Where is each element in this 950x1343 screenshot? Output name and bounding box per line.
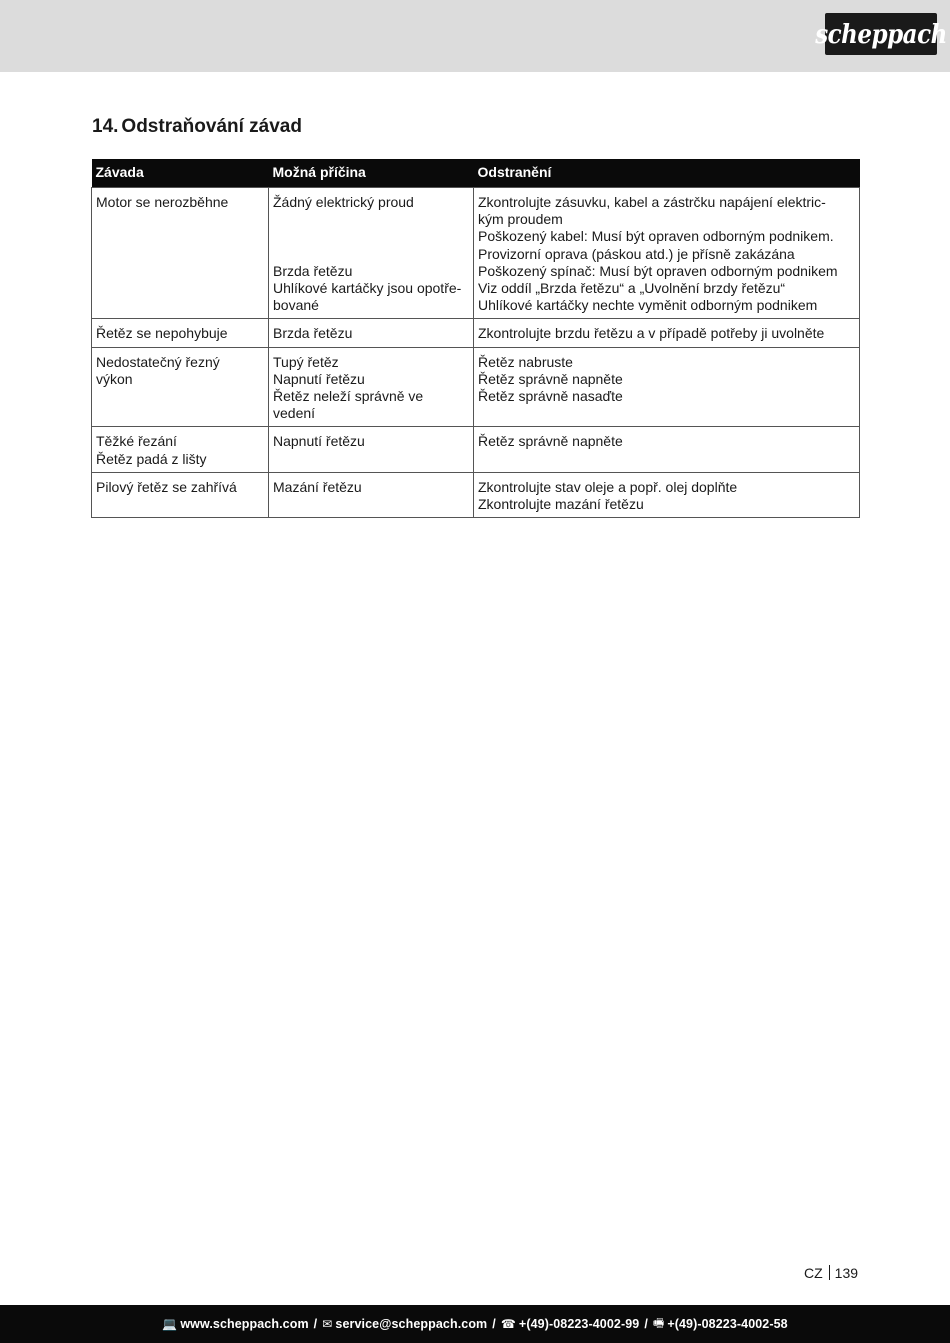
cause-cell bbox=[269, 347, 474, 427]
cell-line: Napnutí řetězu bbox=[273, 370, 365, 387]
cause-cell bbox=[269, 188, 474, 319]
header-remedy: Odstranění bbox=[474, 159, 860, 188]
cell-line: Žádný elektrický proud bbox=[273, 194, 414, 210]
cell-line: Uhlíkové kartáčky nechte vyměnit odborným podnikem bbox=[478, 297, 818, 314]
cell-line: Motor se nerozběhne bbox=[96, 194, 229, 210]
table-row bbox=[92, 319, 860, 347]
cell-line: Viz oddíl „Brzda řetězu“ a „Uvolnění brzdy řetězu“ bbox=[478, 280, 786, 297]
remedy-cell bbox=[474, 319, 860, 347]
logo-text: scheppach bbox=[815, 18, 947, 50]
table-row bbox=[92, 472, 860, 517]
cause-cell bbox=[269, 427, 474, 472]
cell-line: vedení bbox=[273, 405, 316, 422]
computer-icon: 💻 bbox=[162, 1317, 178, 1331]
cell-line: Zkontrolujte stav oleje a popř. olej doplňte bbox=[478, 478, 738, 495]
cell-line: Řetěz nabruste bbox=[478, 353, 573, 370]
page-language: CZ bbox=[804, 1265, 823, 1281]
footer-fax: +(49)-08223-4002-58 bbox=[667, 1317, 788, 1331]
footer-phone: +(49)-08223-4002-99 bbox=[518, 1317, 640, 1331]
header-fault: Závada bbox=[92, 159, 269, 188]
remedy-cell bbox=[474, 347, 860, 427]
cell-line: Těžké řezání bbox=[96, 433, 177, 450]
table-row bbox=[92, 427, 860, 472]
table-row bbox=[92, 188, 860, 319]
cell-line: Poškozený spínač: Musí být opraven odborným podnikem bbox=[478, 262, 838, 279]
scheppach-logo bbox=[815, 13, 947, 55]
header-band bbox=[0, 0, 950, 72]
fault-cell bbox=[92, 319, 269, 347]
cell-line: Řetěz se nepohybuje bbox=[96, 325, 228, 342]
cause-cell bbox=[269, 319, 474, 347]
cell-line: Uhlíkové kartáčky jsou opotře- bbox=[273, 280, 462, 296]
cell-line: výkon bbox=[96, 370, 133, 387]
fault-cell bbox=[92, 427, 269, 472]
fax-icon: 🖷 bbox=[652, 1315, 665, 1330]
page-number bbox=[804, 1265, 858, 1281]
table-header-row bbox=[92, 159, 860, 188]
cell-line: Zkontrolujte mazání řetězu bbox=[478, 496, 644, 513]
cell-line: kým proudem bbox=[478, 211, 563, 228]
header-cause: Možná příčina bbox=[269, 159, 474, 188]
cell-line: Zkontrolujte brzdu řetězu a v případě potřeby ji uvolněte bbox=[478, 325, 825, 342]
cell-line: Provizorní oprava (páskou atd.) je přísně zakázána bbox=[478, 245, 795, 262]
cell-line: Zkontrolujte zásuvku, kabel a zástrčku napájení elektric- bbox=[478, 194, 826, 210]
cell-line: Napnutí řetězu bbox=[273, 433, 365, 450]
table-row bbox=[92, 347, 860, 427]
cell-line: Nedostatečný řezný bbox=[96, 353, 220, 370]
cell-line: Poškozený kabel: Musí být opraven odborným podnikem. bbox=[478, 228, 834, 245]
remedy-cell bbox=[474, 427, 860, 472]
footer-separator: / bbox=[313, 1317, 318, 1331]
cell-line: Brzda řetězu bbox=[273, 262, 353, 279]
phone-icon: ☎ bbox=[500, 1317, 516, 1331]
remedy-cell bbox=[474, 188, 860, 319]
footer-web-link[interactable]: www.scheppach.com bbox=[180, 1317, 309, 1331]
cell-line: Řetěz správně napněte bbox=[478, 433, 623, 450]
cell-spacer bbox=[273, 211, 469, 263]
section-title bbox=[92, 116, 302, 138]
cell-line: Brzda řetězu bbox=[273, 325, 353, 342]
fault-cell bbox=[92, 188, 269, 319]
troubleshooting-table bbox=[91, 159, 860, 518]
fault-cell bbox=[92, 472, 269, 517]
cell-line: Řetěz správně napněte bbox=[478, 370, 623, 387]
footer-contact-bar bbox=[0, 1305, 950, 1343]
page-number-divider bbox=[829, 1265, 830, 1280]
cell-line: Řetěz padá z lišty bbox=[96, 450, 207, 467]
cell-line: Pilový řetěz se zahřívá bbox=[96, 478, 237, 495]
section-title-text: Odstraňování závad bbox=[121, 116, 302, 137]
envelope-icon: ✉ bbox=[322, 1317, 333, 1331]
page-number-value: 139 bbox=[834, 1265, 859, 1281]
cell-line: bované bbox=[273, 297, 319, 314]
cause-cell bbox=[269, 472, 474, 517]
cell-line: Řetěz neleží správně ve bbox=[273, 388, 424, 405]
cell-line: Tupý řetěz bbox=[273, 353, 339, 370]
footer-separator: / bbox=[644, 1317, 648, 1331]
section-number: 14. bbox=[92, 116, 119, 137]
footer-separator: / bbox=[492, 1317, 496, 1331]
cell-line: Mazání řetězu bbox=[273, 478, 362, 495]
footer-email-link[interactable]: service@scheppach.com bbox=[335, 1317, 488, 1331]
cell-line: Řetěz správně nasaďte bbox=[478, 388, 623, 405]
fault-cell bbox=[92, 347, 269, 427]
remedy-cell bbox=[474, 472, 860, 517]
